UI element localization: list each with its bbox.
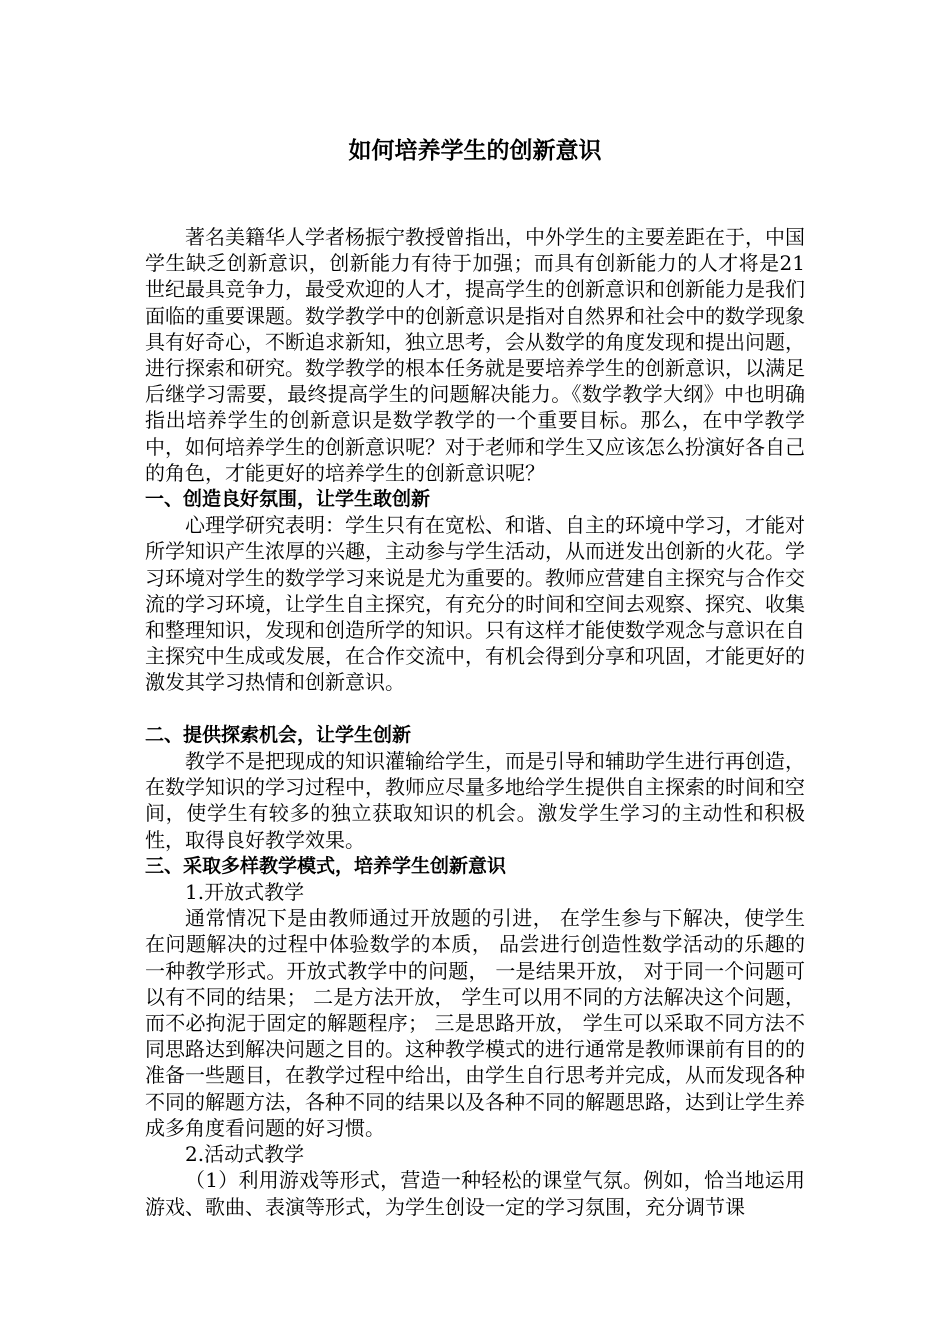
section-heading-2: 二、提供探索机会，让学生创新 <box>145 723 412 746</box>
section-2-paragraph: 教学不是把现成的知识灌输给学生，而是引导和辅助学生进行再创造，在数学知识的学习过程中，教师应尽量多地给学生提供自主探索的时间和空间，使学生有较多的独立获取知识的机会。激发学生学习的主动性和积极性，取得良好教学效果。 <box>145 749 805 852</box>
subheading-open-teaching: 1.开放式教学 <box>185 880 305 905</box>
section-heading-1: 一、创造良好氛围，让学生敢创新 <box>145 488 431 511</box>
section-heading-3: 三、采取多样教学模式，培养学生创新意识 <box>145 854 507 877</box>
document-body <box>145 224 805 1220</box>
document-title: 如何培养学生的创新意识 <box>348 138 602 164</box>
subheading-activity-teaching: 2.活动式教学 <box>185 1142 305 1167</box>
blank-line <box>145 696 805 722</box>
open-teaching-paragraph: 通常情况下是由教师通过开放题的引进， 在学生参与下解决，使学生在问题解决的过程中体验数学的本质， 品尝进行创造性数学活动的乐趣的一种教学形式。开放式教学中的问题， 一是结果开放， 对于同一个问题可以有不同的结果； 二是方法开放， 学生可以用不同的方法解决这个问题， 而不必拘泥于固定的解题程序； 三是思路开放， 学生可以采取不同方法不同思路达到解决问题之目的。这种教学模式的进行通常是教师课前有目的的准备一些题目，在教学过程中给出，由学生自行思考并完成，从而发现各种不同的解题方法，各种不同的结果以及各种不同的解题思路，达到让学生养成多角度看问题的好习惯。 <box>145 906 805 1140</box>
intro-paragraph: 著名美籍华人学者杨振宁教授曾指出，中外学生的主要差距在于，中国学生缺乏创新意识，创新能力有待于加强；而具有创新能力的人才将是21 世纪最具竞争力，最受欢迎的人才，提高学生的创新意识和创新能力是我们面临的重要课题。数学教学中的创新意识是指对自然界和社会中的数学现象具有好奇心，不断追求新知，独立思考，会从数学的角度发现和提出问题，进行探索和研究。数学教学的根本任务就是要培养学生的创新意识，以满足后继学习需要，最终提高学生的问题解决能力。《数学教学大纲》中也明确指出培养学生的创新意识是数学教学的一个重要目标。那么，在中学教学中，如何培养学生的创新意识呢？对于老师和学生又应该怎么扮演好各自己的角色，才能更好的培养学生的创新意识呢？ <box>145 225 805 485</box>
section-1-paragraph: 心理学研究表明：学生只有在宽松、和谐、自主的环境中学习，才能对所学知识产生浓厚的兴趣，主动参与学生活动，从而迸发出创新的火花。学习环境对学生的数学学习来说是尤为重要的。教师应营建自主探究与合作交流的学习环境，让学生自主探究，有充分的时间和空间去观察、探究、收集和整理知识，发现和创造所学的知识。只有这样才能使数学观念与意识在自主探究中生成或发展，在合作交流中，有机会得到分享和巩固，才能更好的激发其学习热情和创新意识。 <box>145 513 805 695</box>
activity-teaching-paragraph: （1）利用游戏等形式，营造一种轻松的课堂气氛。例如，恰当地运用游戏、歌曲、表演等形式，为学生创设一定的学习氛围，充分调节课 <box>145 1168 805 1219</box>
